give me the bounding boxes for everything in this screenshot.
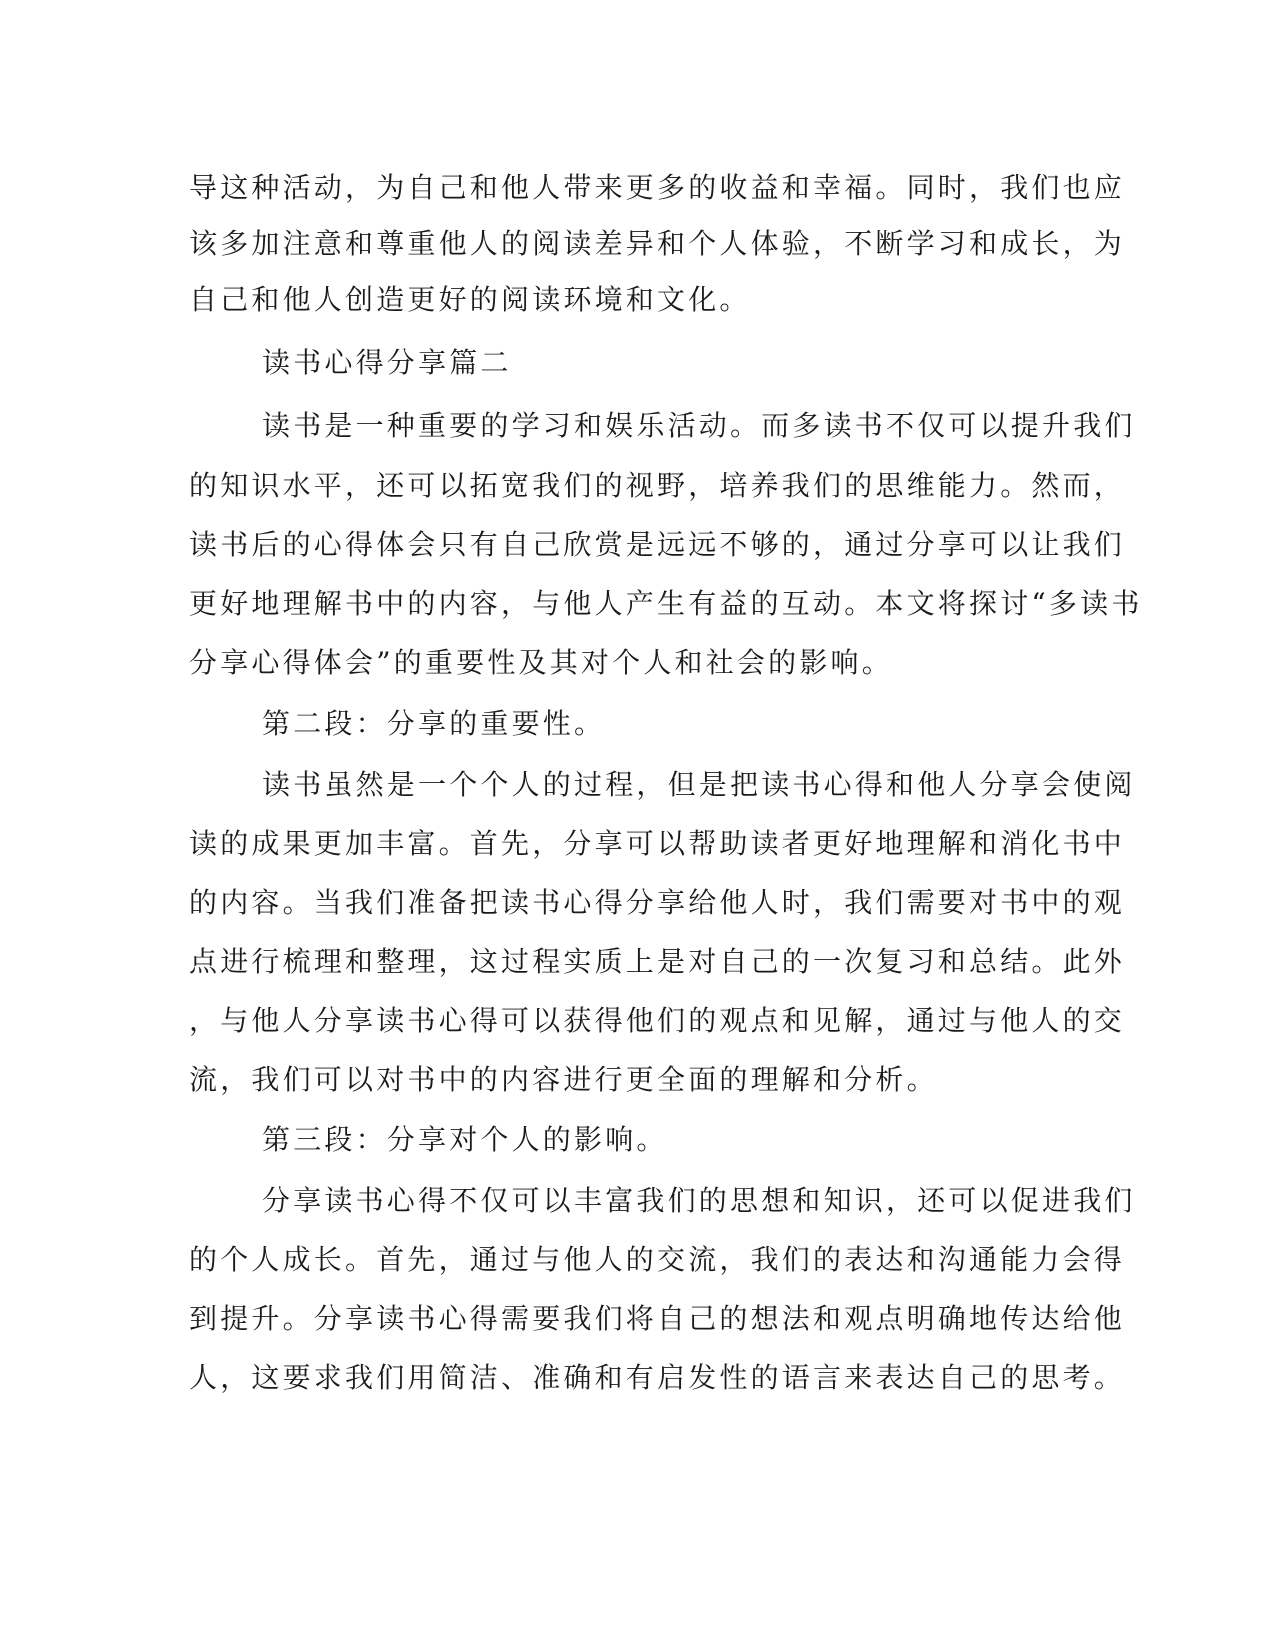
text-line: 读的成果更加丰富。首先，分享可以帮助读者更好地理解和消化书中 (189, 827, 1126, 860)
text-line: 读书是一种重要的学习和娱乐活动。而多读书不仅可以提升我们 (262, 409, 1136, 442)
text-line: 导这种活动，为自己和他人带来更多的收益和幸福。同时，我们也应 (189, 171, 1126, 204)
text-line: 读书后的心得体会只有自己欣赏是远远不够的，通过分享可以让我们 (189, 528, 1126, 561)
text-line: 分享读书心得不仅可以丰富我们的思想和知识，还可以促进我们 (262, 1184, 1136, 1217)
text-line: 到提升。分享读书心得需要我们将自己的想法和观点明确地传达给他 (189, 1302, 1126, 1335)
section-heading: 第三段：分享对个人的影响。 (262, 1123, 668, 1156)
text-line: 该多加注意和尊重他人的阅读差异和个人体验，不断学习和成长，为 (189, 227, 1126, 260)
section-heading: 第二段：分享的重要性。 (262, 707, 606, 740)
text-line: 自己和他人创造更好的阅读环境和文化。 (189, 283, 751, 316)
text-line: 点进行梳理和整理，这过程实质上是对自己的一次复习和总结。此外 (189, 945, 1126, 978)
text-line: 分享心得体会”的重要性及其对个人和社会的影响。 (189, 646, 893, 679)
section-heading: 读书心得分享篇二 (262, 346, 512, 379)
text-line: 更好地理解书中的内容，与他人产生有益的互动。本文将探讨“多读书 (189, 587, 1143, 620)
text-line: 的个人成长。首先，通过与他人的交流，我们的表达和沟通能力会得 (189, 1243, 1126, 1276)
text-line: 读书虽然是一个个人的过程，但是把读书心得和他人分享会使阅 (262, 768, 1136, 801)
text-line: 的内容。当我们准备把读书心得分享给他人时，我们需要对书中的观 (189, 886, 1126, 919)
text-line: 流，我们可以对书中的内容进行更全面的理解和分析。 (189, 1063, 938, 1096)
text-line: 人，这要求我们用简洁、准确和有启发性的语言来表达自己的思考。 (189, 1361, 1126, 1394)
text-line: ，与他人分享读书心得可以获得他们的观点和见解，通过与他人的交 (189, 1004, 1126, 1037)
text-line: 的知识水平，还可以拓宽我们的视野，培养我们的思维能力。然而， (189, 469, 1126, 502)
